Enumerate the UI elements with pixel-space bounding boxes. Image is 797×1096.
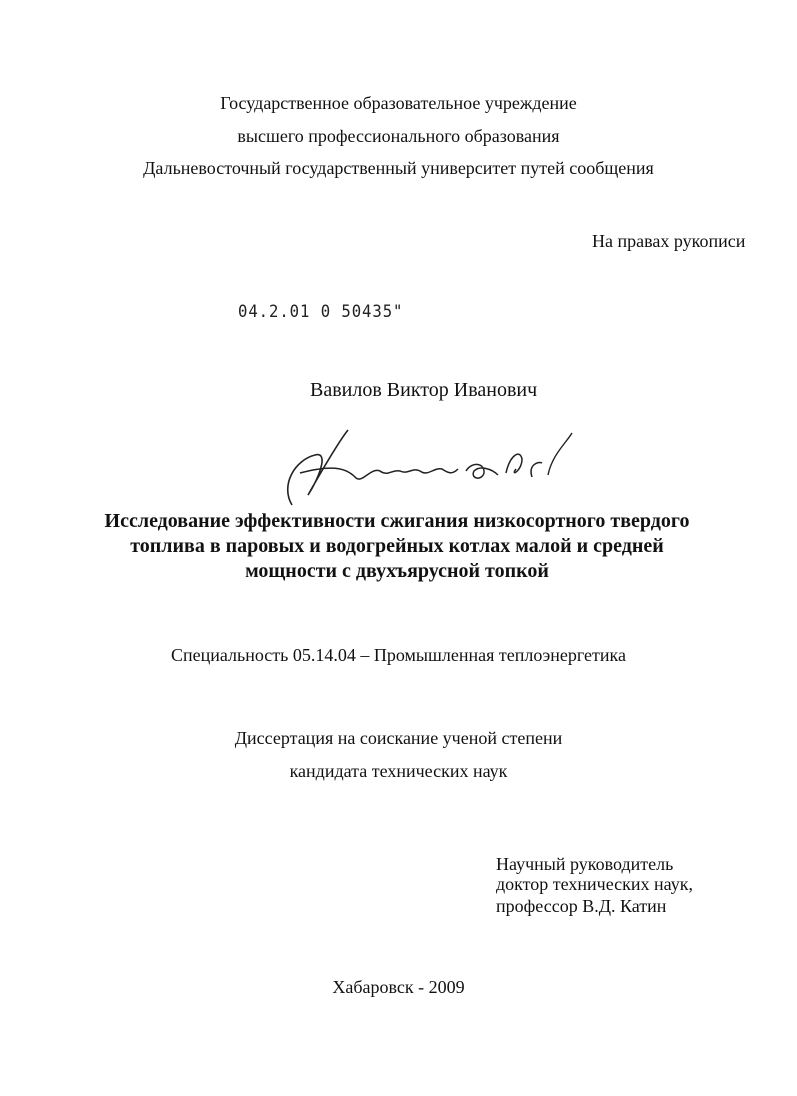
- supervisor-line-2: доктор технических наук,: [496, 874, 693, 894]
- supervisor-line-3: профессор В.Д. Катин: [496, 896, 667, 916]
- degree-line-1: Диссертация на соискание ученой степени: [234, 728, 563, 748]
- registration-stamp: 04.2.01 0 50435": [238, 302, 404, 322]
- supervisor-line-1: Научный руководитель: [496, 854, 674, 874]
- rights-note: На правах рукописи: [592, 231, 746, 251]
- dissertation-title-line-3: мощности с двухъярусной топкой: [245, 560, 549, 582]
- institution-line-2: высшего профессионального образования: [237, 126, 560, 146]
- institution-line-3: Дальневосточный государственный университет путей сообщения: [143, 158, 654, 178]
- city-year: Хабаровск - 2009: [332, 977, 465, 997]
- author-name: Вавилов Виктор Иванович: [310, 379, 538, 401]
- institution-line-1: Государственное образовательное учреждение: [220, 93, 577, 113]
- degree-line-2: кандидата технических наук: [289, 761, 508, 781]
- specialty: Специальность 05.14.04 – Промышленная теплоэнергетика: [170, 645, 627, 665]
- dissertation-title-line-1: Исследование эффективности сжигания низкосортного твердого: [104, 510, 690, 532]
- author-signature: [270, 425, 590, 515]
- dissertation-title-line-2: топлива в паровых и водогрейных котлах малой и средней: [130, 535, 664, 557]
